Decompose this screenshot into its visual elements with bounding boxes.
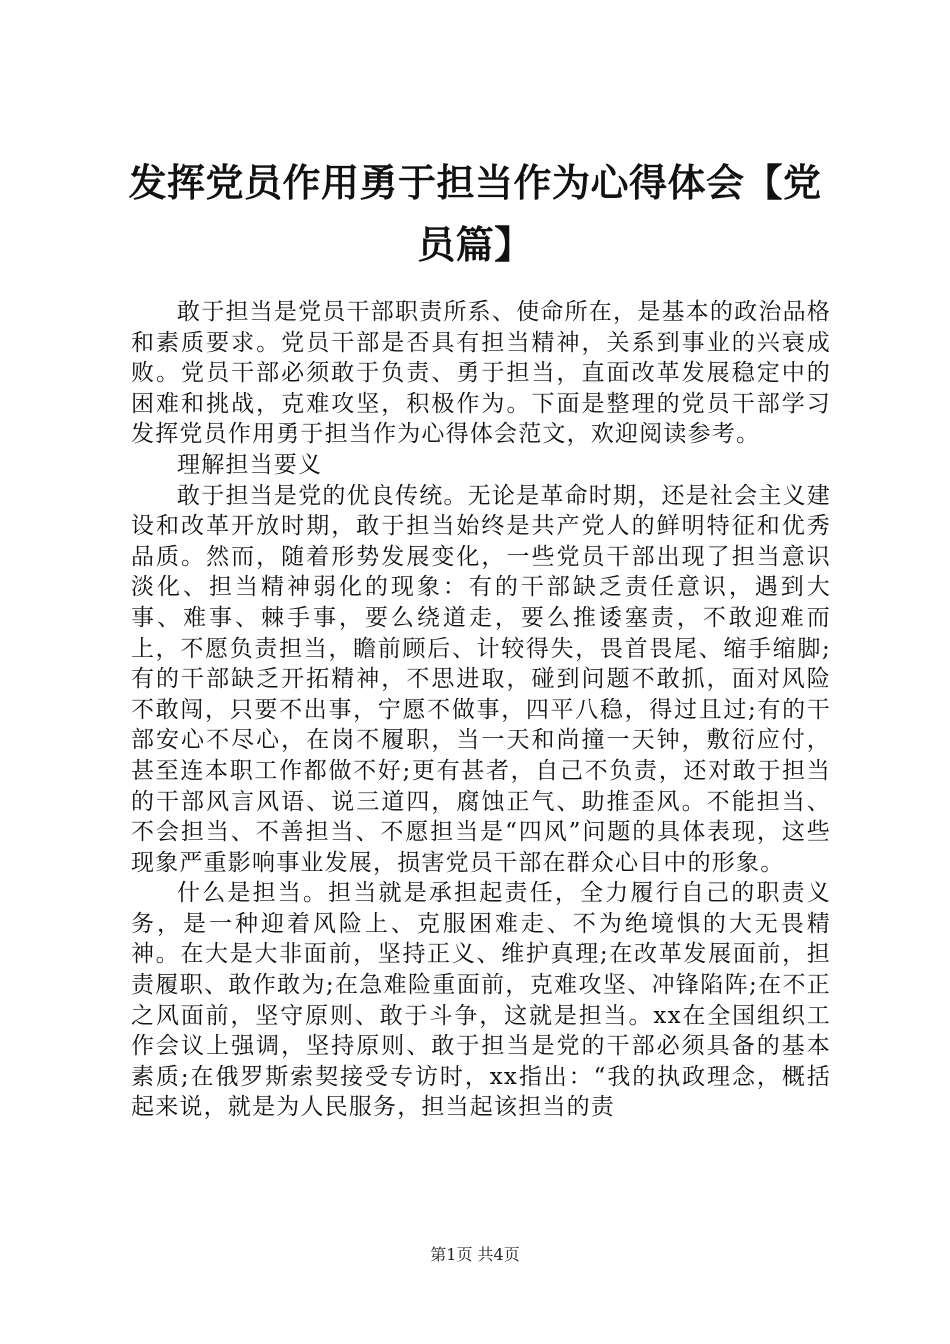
- paragraph-intro: 敢于担当是党员干部职责所系、使命所在，是基本的政治品格和素质要求。党员干部是否具有担当精神，关系到事业的兴衰成败。党员干部必须敢于负责、勇于担当，直面改革发展稳定中的困难和挑战，克难攻坚，积极作为。下面是整理的党员干部学习发挥党员作用勇于担当作为心得体会范文，欢迎阅读参考。: [131, 299, 831, 448]
- document-body: [131, 297, 831, 1123]
- document-title: 发挥党员作用勇于担当作为心得体会【党员篇】: [128, 161, 822, 267]
- page-number: 第1页 共4页: [430, 1245, 520, 1264]
- paragraph-tradition: 敢于担当是党的优良传统。无论是革命时期，还是社会主义建设和改革开放时期，敢于担当始终是共产党人的鲜明特征和优秀品质。然而，随着形势发展变化，一些党员干部出现了担当意识淡化、担当精神弱化的现象：有的干部缺乏责任意识，遇到大事、难事、棘手事，要么绕道走，要么推诿塞责，不敢迎难而上，不愿负责担当，瞻前顾后、计较得失，畏首畏尾、缩手缩脚;有的干部缺乏开拓精神，不思进取，碰到问题不敢抓，面对风险不敢闯，只要不出事，宁愿不做事，四平八稳，得过且过;有的干部安心不尽心，在岗不履职，当一天和尚撞一天钟，敷衍应付，甚至连本职工作都做不好;更有甚者，自己不负责，还对敢于担当的干部风言风语、说三道四，腐蚀正气、助推歪风。不能担当、不会担当、不善担当、不愿担当是“四风”问题的具体表现，这些现象严重影响事业发展，损害党员干部在群众心目中的形象。: [131, 482, 831, 876]
- paragraph-definition: 什么是担当。担当就是承担起责任，全力履行自己的职责义务，是一种迎着风险上、克服困难走、不为绝境惧的大无畏精神。在大是大非面前，坚持正义、维护真理;在改革发展面前，担责履职、敢作敢为;在急难险重面前，克难攻坚、冲锋陷阵;在不正之风面前，坚守原则、敢于斗争，这就是担当。xx在全国组织工作会议上强调，坚持原则、敢于担当是党的干部必须具备的基本素质;在俄罗斯索契接受专访时，xx指出：“我的执政理念，概括起来说，就是为人民服务，担当起该担当的责: [131, 880, 831, 1121]
- section-heading: 理解担当要义: [177, 451, 323, 478]
